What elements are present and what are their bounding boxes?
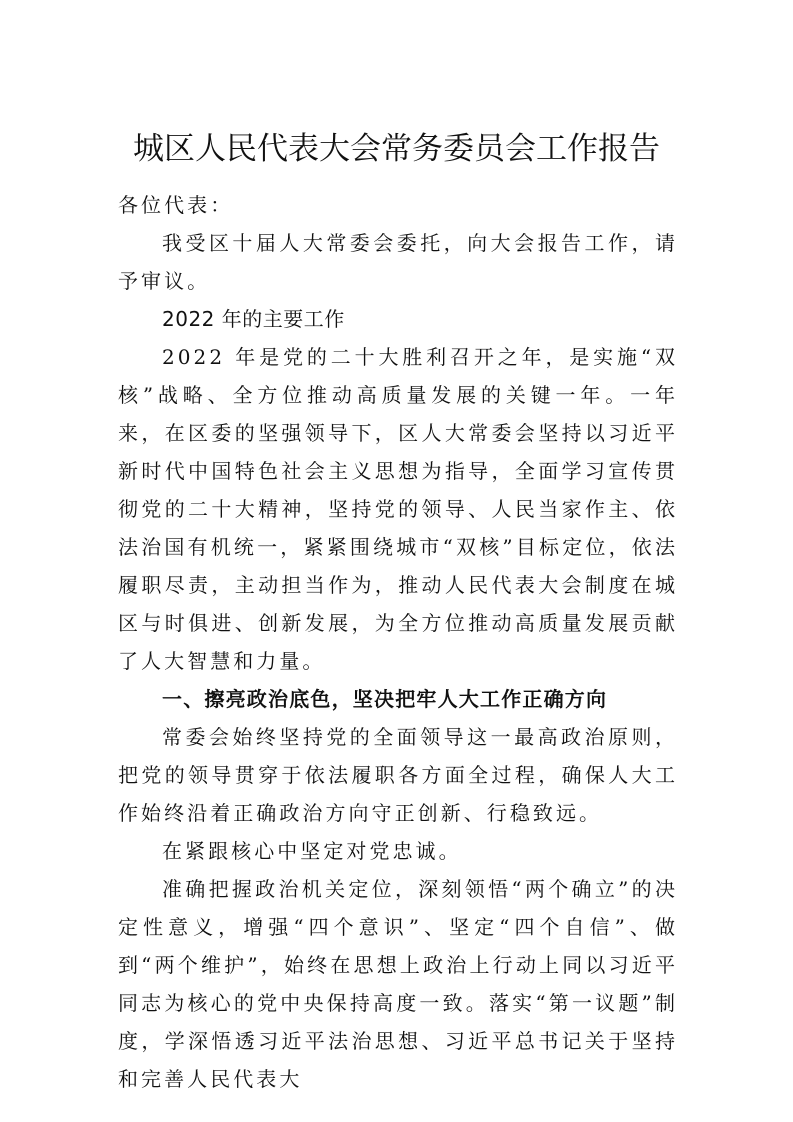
salutation: 各位代表：	[118, 193, 234, 217]
loyalty-body-paragraph: 准确把握政治机关定位，深刻领悟“两个确立”的决定性意义，增强“四个意识”、坚定“四个自信”、做到“两个维护”，始终在思想上政治上行动上同以习近平同志为核心的党中央保持高度一致。落实“第一议题”制度，学深悟透习近平法治思想、习近平总书记关于坚持和完善人民代表大	[118, 877, 678, 1091]
section-heading-2022-work: 2022 年的主要工作	[162, 307, 345, 331]
document-title: 城区人民代表大会常务委员会工作报告	[133, 130, 660, 167]
overview-paragraph: 2022 年是党的二十大胜利召开之年，是实施“双核”战略、全方位推动高质量发展的关键一年。一年来，在区委的坚强领导下，区人大常委会坚持以习近平新时代中国特色社会主义思想为指导，全面学习宣传贯彻党的二十大精神，坚持党的领导、人民当家作主、依法治国有机统一，紧紧围绕城市“双核”目标定位，依法履职尽责，主动担当作为，推动人民代表大会制度在城区与时俱进、创新发展，为全方位推动高质量发展贡献了人大智慧和力量。	[118, 345, 678, 673]
subsection-loyalty-heading: 在紧跟核心中坚定对党忠诚。	[162, 839, 462, 863]
document-body	[118, 186, 678, 1098]
section-1-intro-paragraph: 常委会始终坚持党的全面领导这一最高政治原则，把党的领导贯穿于依法履职各方面全过程，确保人大工作始终沿着正确政治方向守正创新、行稳致远。	[118, 725, 678, 825]
intro-paragraph: 我受区十届人大常委会委托，向大会报告工作，请予审议。	[118, 231, 678, 293]
section-heading-1: 一、擦亮政治底色，坚决把牢人大工作正确方向	[162, 687, 608, 711]
